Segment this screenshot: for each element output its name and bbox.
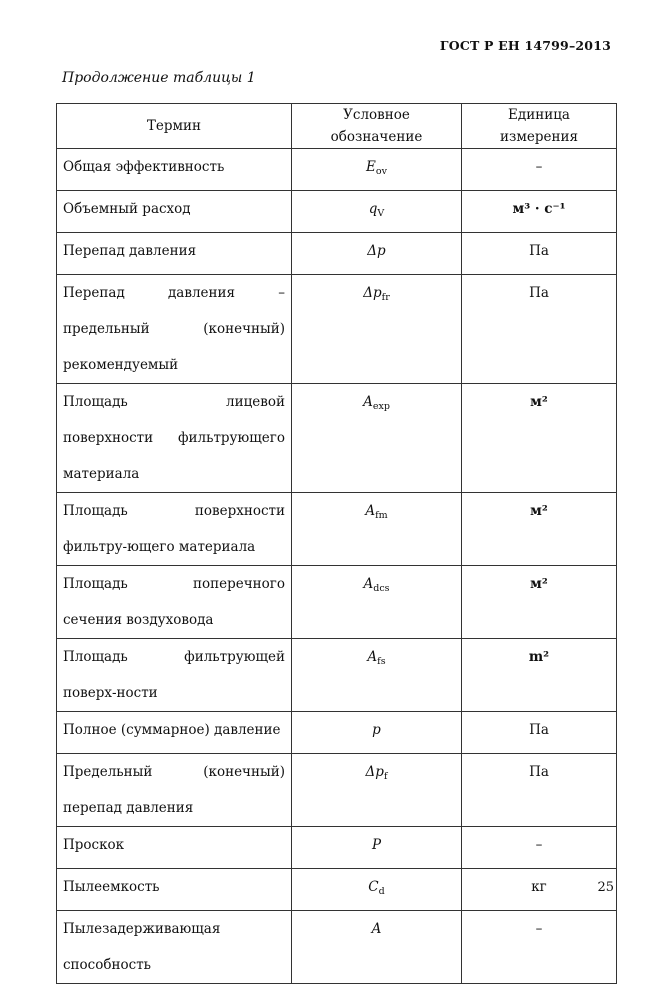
symbol-subscript: f — [383, 771, 388, 782]
table-row — [57, 754, 617, 827]
term-cell: Пылеемкость — [57, 869, 292, 911]
symbol: Δp — [363, 285, 382, 301]
document-header: ГОСТ Р ЕН 14799–2013 — [439, 38, 611, 53]
symbol-cell — [292, 869, 462, 911]
table-row — [57, 275, 617, 384]
symbol: A — [363, 394, 373, 410]
symbol: A — [367, 649, 378, 665]
table-row — [57, 639, 617, 712]
unit-cell: – — [462, 911, 617, 984]
unit-cell: Па — [462, 275, 617, 384]
symbol: Δp — [365, 764, 384, 780]
table-row — [57, 149, 617, 191]
term-cell: Предельный (конечный) перепад давления — [57, 754, 292, 827]
term-cell: Объемный расход — [57, 191, 292, 233]
symbol-subscript: V — [377, 208, 385, 219]
table-row — [57, 712, 617, 754]
symbol-cell — [292, 275, 462, 384]
page-number: 25 — [597, 880, 614, 895]
term-cell: Площадь поперечного сечения воздуховода — [57, 566, 292, 639]
unit-cell: м² — [462, 566, 617, 639]
symbol: C — [368, 879, 379, 895]
symbol: A — [363, 576, 374, 592]
symbol-cell — [292, 233, 462, 275]
symbol: q — [368, 201, 378, 217]
symbol-subscript: fm — [375, 510, 388, 521]
unit-cell: м³ · с⁻¹ — [462, 191, 617, 233]
symbol-subscript: fr — [381, 292, 390, 303]
unit-cell: Па — [462, 712, 617, 754]
term-cell: Перепад давления – предельный (конечный) рекомендуемый — [57, 275, 292, 384]
unit-cell: – — [462, 149, 617, 191]
column-header-unit: Единица измерения — [462, 104, 617, 149]
symbol-subscript: ov — [375, 166, 387, 177]
table-row — [57, 869, 617, 911]
table-header-row — [57, 104, 617, 149]
symbol-cell — [292, 384, 462, 493]
table-row — [57, 233, 617, 275]
symbol-cell — [292, 639, 462, 712]
term-cell: Проскок — [57, 827, 292, 869]
unit-cell: – — [462, 827, 617, 869]
column-header-term: Термин — [57, 104, 292, 149]
symbol-cell — [292, 827, 462, 869]
symbol-subscript: exp — [372, 401, 390, 412]
term-cell: Площадь фильтрующей поверх-ности — [57, 639, 292, 712]
symbol: E — [366, 159, 376, 175]
unit-cell: Па — [462, 754, 617, 827]
table-caption: Продолжение таблицы 1 — [62, 70, 256, 86]
symbol-cell — [292, 911, 462, 984]
terms-table — [56, 103, 617, 984]
unit-cell: м² — [462, 493, 617, 566]
symbol-cell — [292, 566, 462, 639]
unit-cell: m² — [462, 639, 617, 712]
symbol: p — [372, 722, 381, 738]
unit-cell: м² — [462, 384, 617, 493]
symbol-cell — [292, 191, 462, 233]
symbol-subscript: dcs — [373, 583, 390, 594]
table-row — [57, 911, 617, 984]
table-row — [57, 191, 617, 233]
symbol: A — [371, 921, 382, 937]
symbol: Δp — [367, 243, 386, 259]
symbol-cell — [292, 712, 462, 754]
term-cell: Площадь лицевой поверхности фильтрующего материала — [57, 384, 292, 493]
symbol-cell — [292, 754, 462, 827]
term-cell: Пылезадерживающая способность — [57, 911, 292, 984]
column-header-symbol: Условное обозначение — [292, 104, 462, 149]
unit-cell: кг — [462, 869, 617, 911]
term-cell: Полное (суммарное) давление — [57, 712, 292, 754]
unit-cell: Па — [462, 233, 617, 275]
symbol-cell — [292, 493, 462, 566]
table-row — [57, 493, 617, 566]
term-cell: Перепад давления — [57, 233, 292, 275]
term-cell: Площадь поверхности фильтру-ющего материала — [57, 493, 292, 566]
table-row — [57, 384, 617, 493]
symbol-cell — [292, 149, 462, 191]
table-row — [57, 827, 617, 869]
symbol-subscript: d — [378, 886, 385, 897]
table-row — [57, 566, 617, 639]
symbol: A — [365, 503, 376, 519]
term-cell: Общая эффективность — [57, 149, 292, 191]
symbol-subscript: fs — [377, 656, 386, 667]
symbol: P — [371, 837, 382, 853]
